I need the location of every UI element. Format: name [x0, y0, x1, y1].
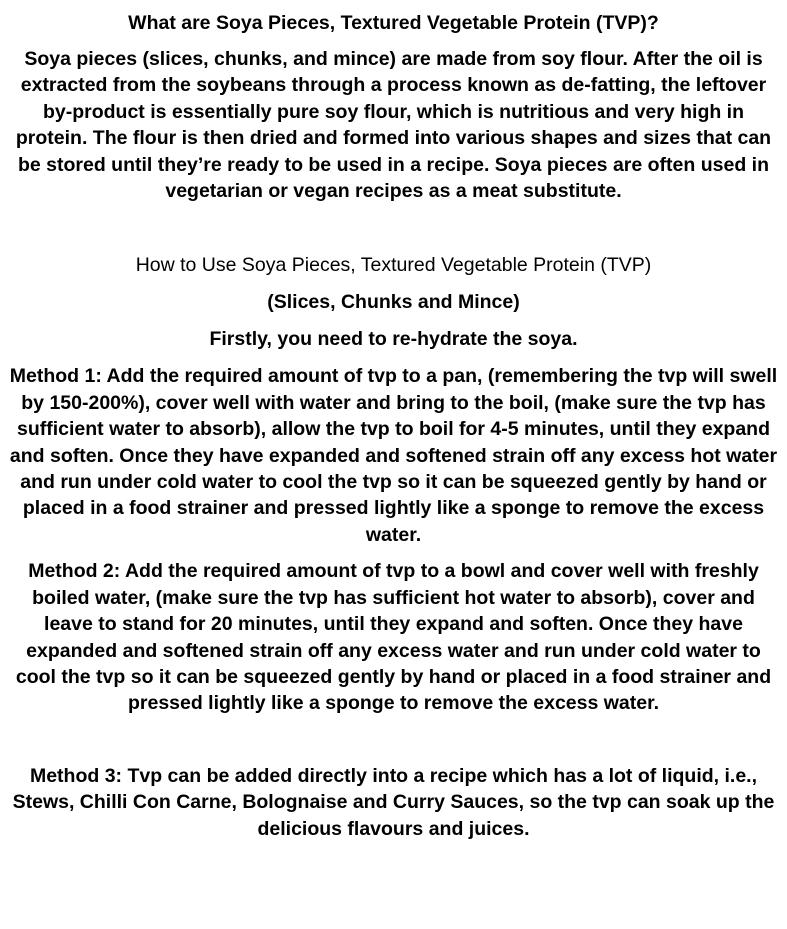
how-to-subheading: (Slices, Chunks and Mince): [267, 291, 520, 314]
intro-paragraph: Soya pieces (slices, chunks, and mince) are made from soy flour. After the oil is extracted from the soybeans through a process known as de-fatting, the leftover by-product is essentially pure soy flour, which is nutritious and very high in protein. The flour is then dried and formed into various shapes and sizes that can be stored until they’re ready to be used in a recipe. Soya pieces are often used in vegetarian or vegan recipes as a meat substitute.: [15, 48, 772, 203]
method-1-paragraph: Method 1: Add the required amount of tvp to a pan, (remembering the tvp will swell by 150-200%), cover well with water and bring to the boil, (make sure the tvp has sufficient water to absorb), allow the tvp to boil for 4-5 minutes, until they expand and soften. Once they have expanded and softened strain off any excess hot water and run under cold water to cool the tvp so it can be squeezed gently by hand or placed in a food strainer and pressed lightly like a sponge to remove the excess water.: [9, 365, 778, 546]
method-2-paragraph: Method 2: Add the required amount of tvp to a bowl and cover well with freshly boiled water, (make sure the tvp has sufficient hot water to absorb), cover and leave to stand for 20 minutes, until they expand and soften. Once they have expanded and softened strain off any excess water and run under cold water to cool the tvp so it can be squeezed gently by hand or placed in a food strainer and pressed lightly like a sponge to remove the excess water.: [15, 560, 772, 715]
method-3-paragraph: Method 3: Tvp can be added directly into a recipe which has a lot of liquid, i.e., Stews, Chilli Con Carne, Bolognaise and Curry Sauces, so the tvp can soak up the delicious flavours and juices.: [12, 764, 775, 840]
document-title: What are Soya Pieces, Textured Vegetable Protein (TVP)?: [128, 12, 659, 34]
rehydrate-instruction: Firstly, you need to re-hydrate the soya.: [209, 328, 578, 351]
how-to-heading: How to Use Soya Pieces, Textured Vegetable Protein (TVP): [135, 254, 652, 277]
